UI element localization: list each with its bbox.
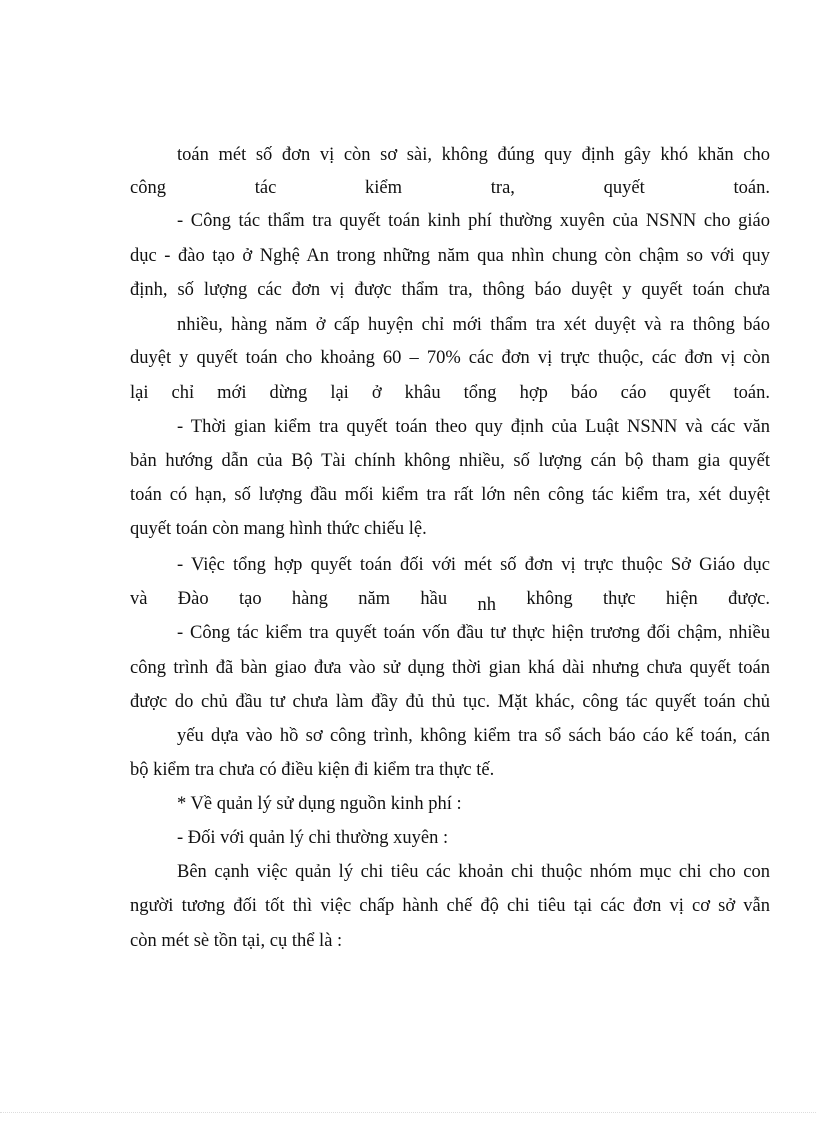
page-bottom-divider — [0, 1112, 816, 1113]
text-line: được do chủ đầu tư chưa làm đầy đủ thủ tục. Mặt khác, công tác quyết toán chủ — [130, 692, 770, 712]
text-line: - Việc tổng hợp quyết toán đối với mét số đơn vị trực thuộc Sở Giáo dục — [177, 555, 770, 575]
text-line: còn mét sè tồn tại, cụ thể là : — [130, 931, 343, 951]
text-line: lại chỉ mới dừng lại ở khâu tổng hợp báo cáo quyết toán. — [130, 383, 770, 403]
text-line: Bên cạnh việc quản lý chi tiêu các khoản chi thuộc nhóm mục chi cho con — [177, 862, 770, 882]
text-line: quyết toán còn mang hình thức chiếu lệ. — [130, 519, 427, 539]
section-heading: * Về quản lý sử dụng nguồn kinh phí : — [177, 794, 462, 814]
text-line: - Công tác kiểm tra quyết toán vốn đầu tư thực hiện trương đối chậm, nhiều — [177, 623, 770, 643]
text-line: người tương đối tốt thì việc chấp hành chế độ chi tiêu tại các đơn vị cơ sở vẫn — [130, 896, 770, 916]
subsection-heading: - Đối với quản lý chi thường xuyên : — [177, 828, 449, 848]
text-line: - Công tác thẩm tra quyết toán kinh phí thường xuyên của NSNN cho giáo — [177, 211, 770, 231]
text-line: bộ kiểm tra chưa có điều kiện đi kiểm tra thực tế. — [130, 760, 495, 780]
text-line: toán có hạn, số lượng đầu mối kiểm tra rất lớn nên công tác kiểm tra, xét duyệt — [130, 485, 770, 505]
text-line: - Thời gian kiểm tra quyết toán theo quy định của Luật NSNN và các văn — [177, 417, 770, 437]
text-line: dục - đào tạo ở Nghệ An trong những năm qua nhìn chung còn chậm so với quy — [130, 246, 770, 266]
text-line: yếu dựa vào hồ sơ công trình, không kiểm tra sổ sách báo cáo kế toán, cán — [177, 726, 770, 746]
text-line: định, số lượng các đơn vị được thẩm tra, thông báo duyệt y quyết toán chưa — [130, 280, 770, 300]
text-fragment: nh — [477, 595, 496, 615]
text-segment: và Đào tạo hàng năm hầu — [130, 589, 448, 609]
text-line-split — [130, 588, 771, 615]
text-line: bản hướng dẫn của Bộ Tài chính không nhiều, số lượng cán bộ tham gia quyết — [130, 451, 770, 471]
text-line: duyệt y quyết toán cho khoảng 60 – 70% các đơn vị trực thuộc, các đơn vị còn — [130, 348, 770, 368]
text-line: toán mét số đơn vị còn sơ sài, không đúng quy định gây khó khăn cho — [177, 145, 770, 165]
text-line: công tác kiểm tra, quyết toán. — [130, 178, 770, 198]
text-line: công trình đã bàn giao đưa vào sử dụng thời gian khá dài nhưng chưa quyết toán — [130, 658, 770, 678]
text-segment: không thực hiện được. — [526, 589, 771, 609]
text-line: nhiều, hàng năm ở cấp huyện chỉ mới thẩm tra xét duyệt và ra thông báo — [177, 315, 770, 335]
